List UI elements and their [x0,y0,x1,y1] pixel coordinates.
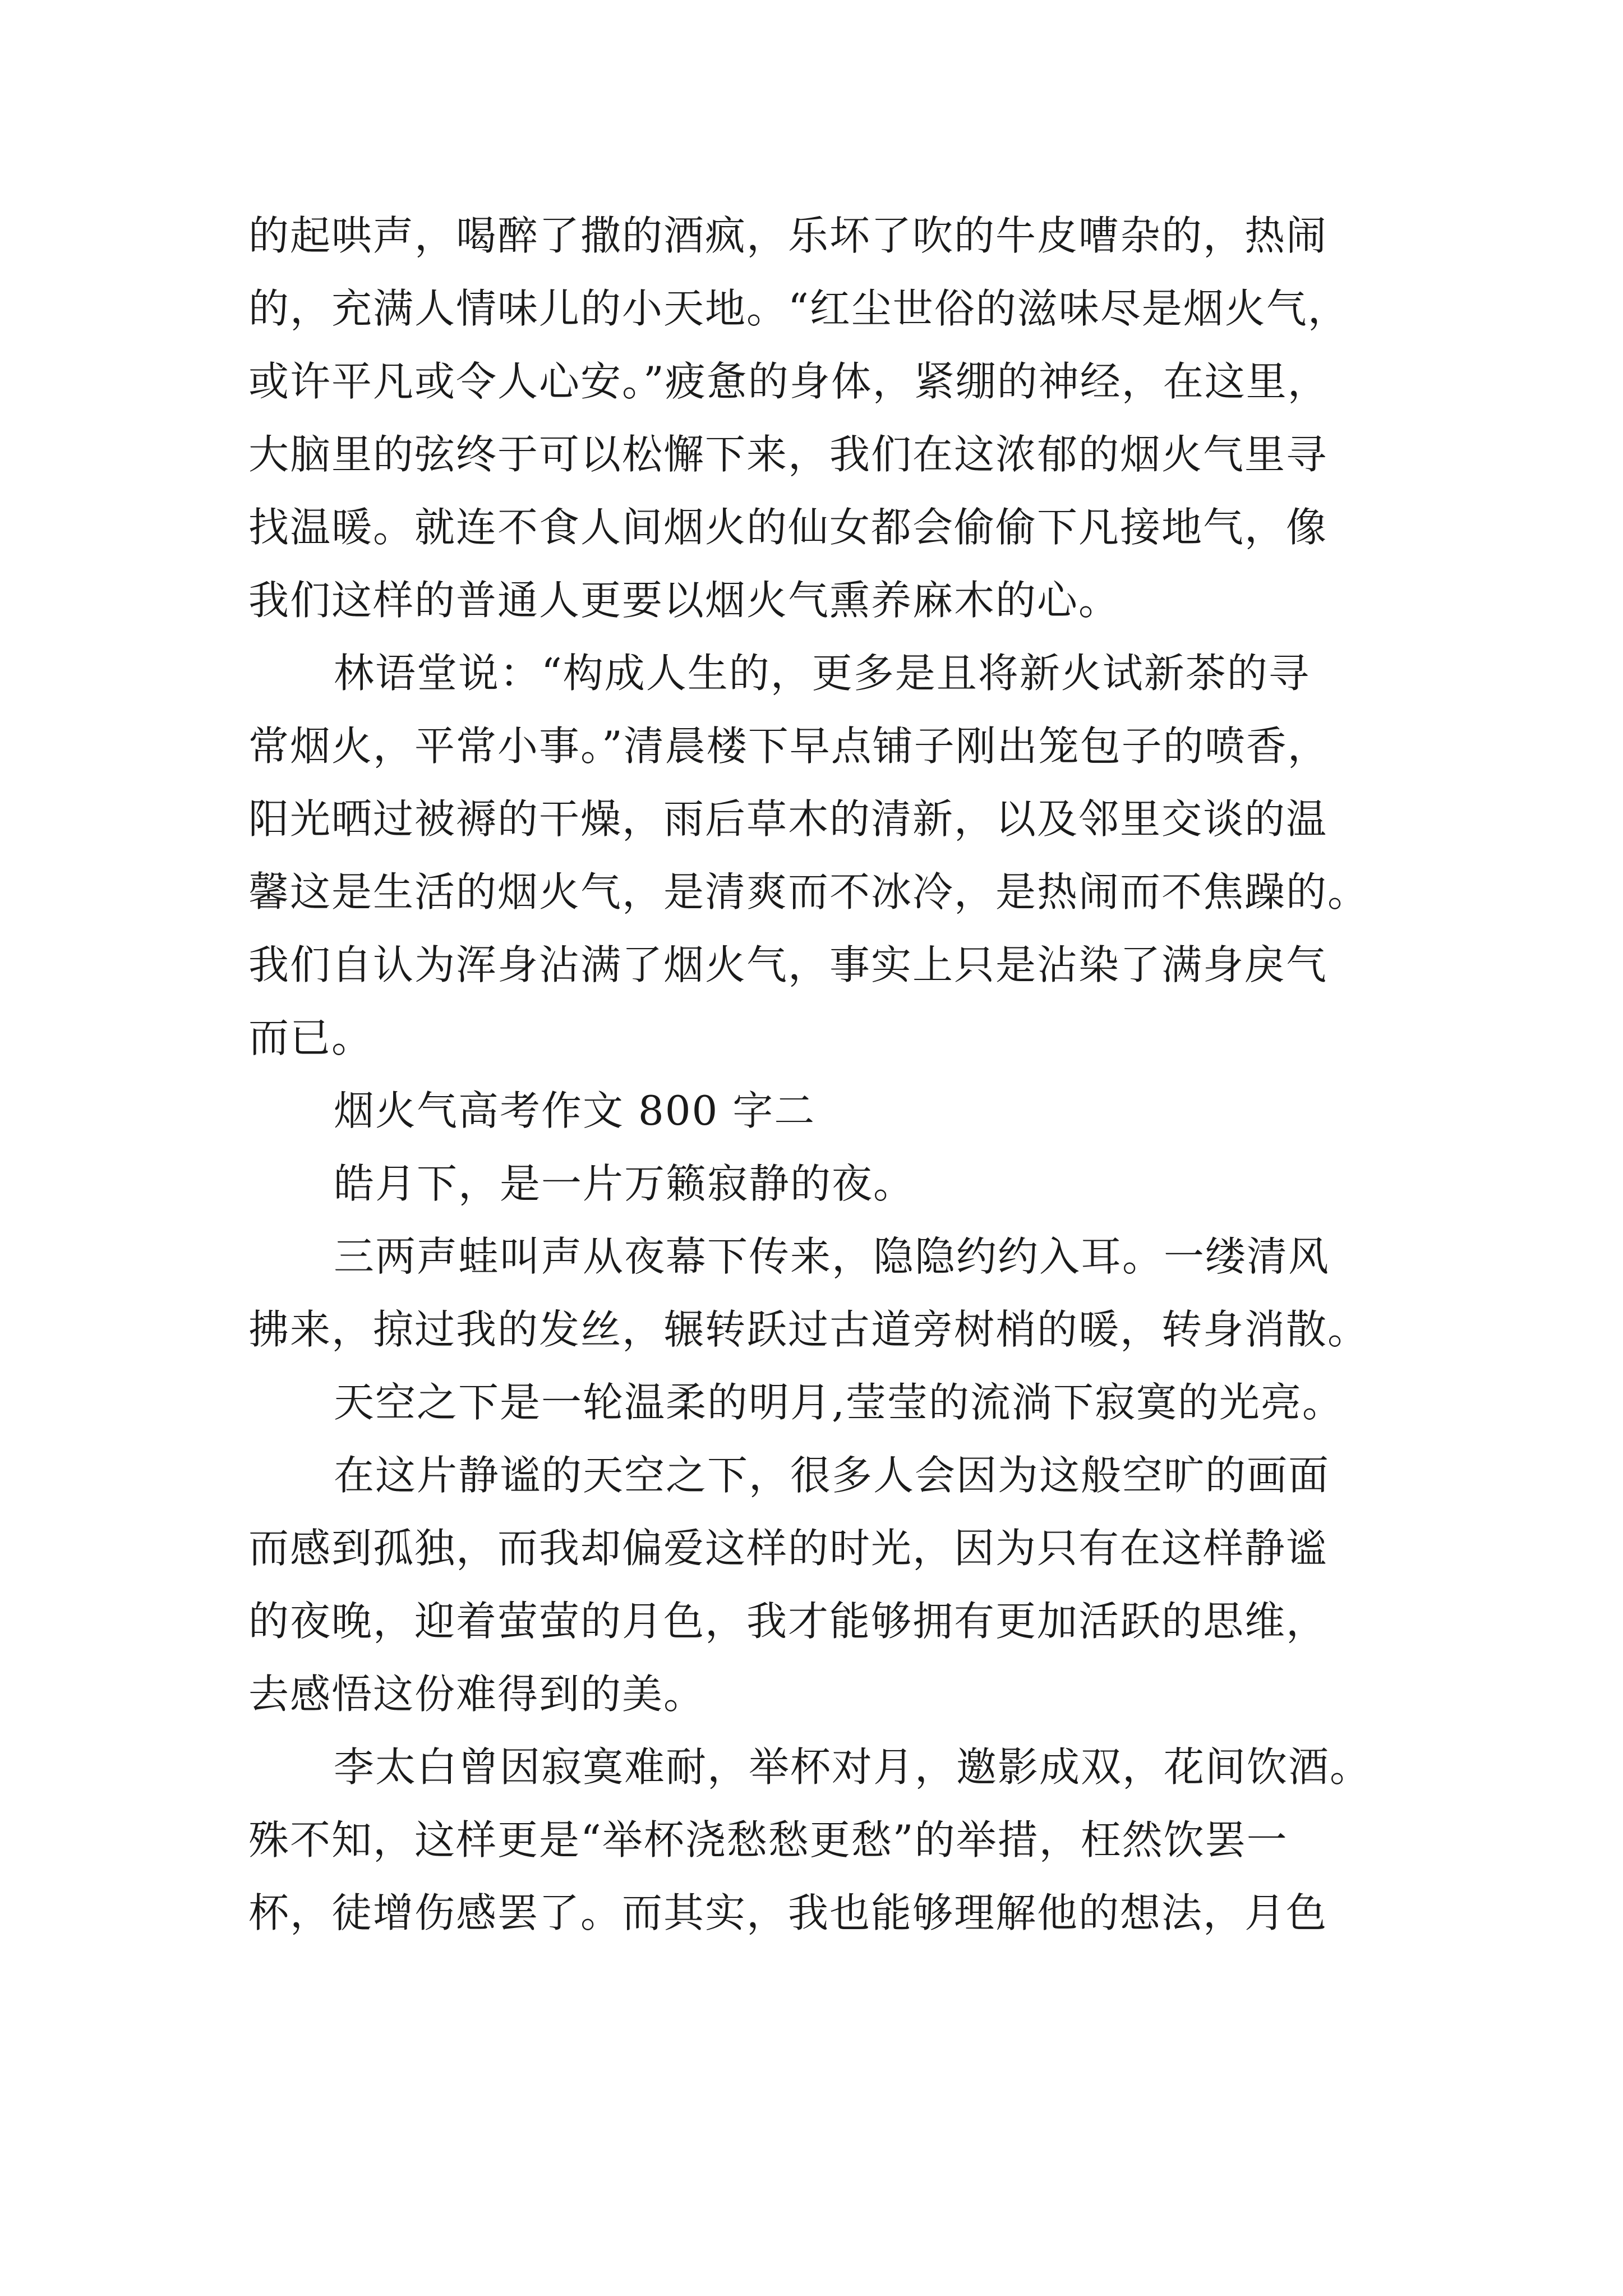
text-line: 杯，徒增伤感罢了。而其实，我也能够理解他的想法，月色 [248,1889,1328,1936]
text-line: 的，充满人情味儿的小天地。“红尘世俗的滋味尽是烟火气， [248,285,1349,332]
text-line: 殊不知，这样更是“举杯浇愁愁更愁”的举措，枉然饮罢一 [248,1816,1288,1864]
text-line: 拂来，掠过我的发丝，辗转跃过古道旁树梢的暖，转身消散。 [248,1306,1370,1353]
paragraph-start-line: 林语堂说：“构成人生的，更多是且将新火试新茶的寻 [334,650,1310,697]
text-line: 阳光晒过被褥的干燥，雨后草木的清新，以及邻里交谈的温 [248,795,1328,843]
section-heading: 烟火气高考作文 800 字二 [334,1087,816,1134]
text-line: 馨这是生活的烟火气，是清爽而不冰冷，是热闹而不焦躁的。 [248,868,1370,915]
text-line: 而已。 [248,1014,374,1061]
text-line: 的起哄声，喝醉了撒的酒疯，乐坏了吹的牛皮嘈杂的，热闹 [248,212,1328,259]
paragraph-start-line: 三两声蛙叫声从夜幕下传来，隐隐约约入耳。一缕清风 [334,1233,1330,1280]
paragraph-start-line: 李太白曾因寂寞难耐，举杯对月，邀影成双，花间饮酒。 [334,1743,1372,1791]
text-line: 我们这样的普通人更要以烟火气熏养麻木的心。 [248,577,1121,624]
text-line: 而感到孤独，而我却偏爱这样的时光，因为只有在这样静谧 [248,1525,1328,1572]
text-line: 大脑里的弦终于可以松懈下来，我们在这浓郁的烟火气里寻 [248,431,1328,478]
text-line: 常烟火，平常小事。”清晨楼下早点铺子刚出笼包子的喷香， [248,723,1329,770]
paragraph-start-line: 天空之下是一轮温柔的明月,莹莹的流淌下寂寞的光亮。 [334,1379,1344,1426]
paragraph-start-line: 皓月下，是一片万籁寂静的夜。 [334,1160,915,1207]
text-line: 我们自认为浑身沾满了烟火气，事实上只是沾染了满身戾气 [248,941,1328,988]
text-line: 或许平凡或令人心安。”疲惫的身体，紧绷的神经，在这里， [248,358,1329,405]
text-line: 找温暖。就连不食人间烟火的仙女都会偷偷下凡接地气，像 [248,504,1328,551]
essay-body [248,199,1387,1949]
text-line: 去感悟这份难得到的美。 [248,1671,706,1718]
text-line: 的夜晚，迎着萤萤的月色，我才能够拥有更加活跃的思维， [248,1598,1328,1645]
paragraph-start-line: 在这片静谧的天空之下，很多人会因为这般空旷的画面 [334,1452,1330,1499]
